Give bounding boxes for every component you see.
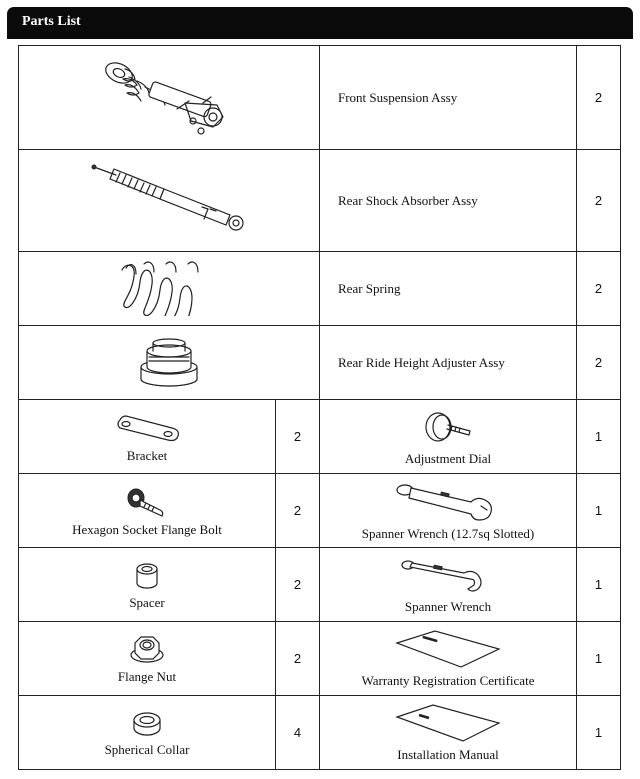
table-row	[19, 622, 621, 696]
part-cell-left	[19, 400, 276, 474]
part-qty: 1	[577, 622, 621, 696]
rear-spring-icon	[114, 256, 224, 316]
part-qty: 2	[276, 400, 320, 474]
part-name: Installation Manual	[397, 746, 499, 762]
part-name: Bracket	[126, 447, 168, 463]
part-cell-left	[19, 696, 276, 770]
parts-table	[18, 45, 621, 770]
part-name: Rear Shock Absorber Assy	[320, 150, 577, 252]
part-qty: 1	[577, 548, 621, 622]
part-name: Spacer	[129, 594, 165, 610]
adjustment-dial-icon	[418, 407, 478, 447]
table-row	[19, 696, 621, 770]
part-qty: 1	[577, 400, 621, 474]
part-qty: 1	[577, 696, 621, 770]
certificate-icon	[393, 629, 503, 669]
part-qty: 2	[577, 252, 621, 326]
part-name: Front Suspension Assy	[320, 46, 577, 150]
part-cell-left	[19, 622, 276, 696]
header-title: Parts List	[22, 14, 81, 29]
table-row	[19, 326, 621, 400]
part-cell-right	[320, 474, 577, 548]
manual-icon	[393, 703, 503, 743]
part-name: Rear Spring	[320, 252, 577, 326]
part-cell-left	[19, 548, 276, 622]
part-name: Spherical Collar	[104, 741, 190, 757]
part-cell-right	[320, 400, 577, 474]
flange-nut-icon	[127, 633, 167, 665]
front-suspension-icon	[89, 47, 249, 143]
bracket-icon	[112, 410, 182, 444]
part-image-cell	[19, 46, 320, 150]
rear-shock-icon	[84, 153, 254, 243]
part-qty: 2	[276, 548, 320, 622]
table-row	[19, 474, 621, 548]
part-qty: 2	[577, 326, 621, 400]
part-name: Spanner Wrench	[404, 598, 492, 614]
part-cell-right	[320, 548, 577, 622]
table-row	[19, 400, 621, 474]
spherical-collar-icon	[130, 708, 164, 738]
part-qty: 4	[276, 696, 320, 770]
table-row	[19, 150, 621, 252]
part-cell-right	[320, 696, 577, 770]
part-name: Warranty Registration Certificate	[361, 672, 535, 688]
part-cell-right	[320, 622, 577, 696]
part-qty: 2	[577, 150, 621, 252]
flange-bolt-icon	[122, 484, 172, 518]
table-row	[19, 548, 621, 622]
table-row	[19, 46, 621, 150]
part-name: Rear Ride Height Adjuster Assy	[320, 326, 577, 400]
part-name: Flange Nut	[117, 668, 177, 684]
spacer-icon	[132, 559, 162, 591]
part-image-cell	[19, 150, 320, 252]
parts-list-header	[7, 7, 633, 39]
part-name: Adjustment Dial	[404, 450, 492, 466]
part-cell-left	[19, 474, 276, 548]
part-qty: 2	[276, 622, 320, 696]
part-image-cell	[19, 252, 320, 326]
part-qty: 1	[577, 474, 621, 548]
ride-height-adjuster-icon	[129, 329, 209, 391]
part-qty: 2	[276, 474, 320, 548]
part-name: Hexagon Socket Flange Bolt	[72, 521, 222, 537]
spanner-wrench-icon	[398, 555, 498, 595]
part-name: Spanner Wrench (12.7sq Slotted)	[361, 525, 535, 541]
slotted-wrench-icon	[393, 480, 503, 522]
part-qty: 2	[577, 46, 621, 150]
table-row	[19, 252, 621, 326]
part-image-cell	[19, 326, 320, 400]
